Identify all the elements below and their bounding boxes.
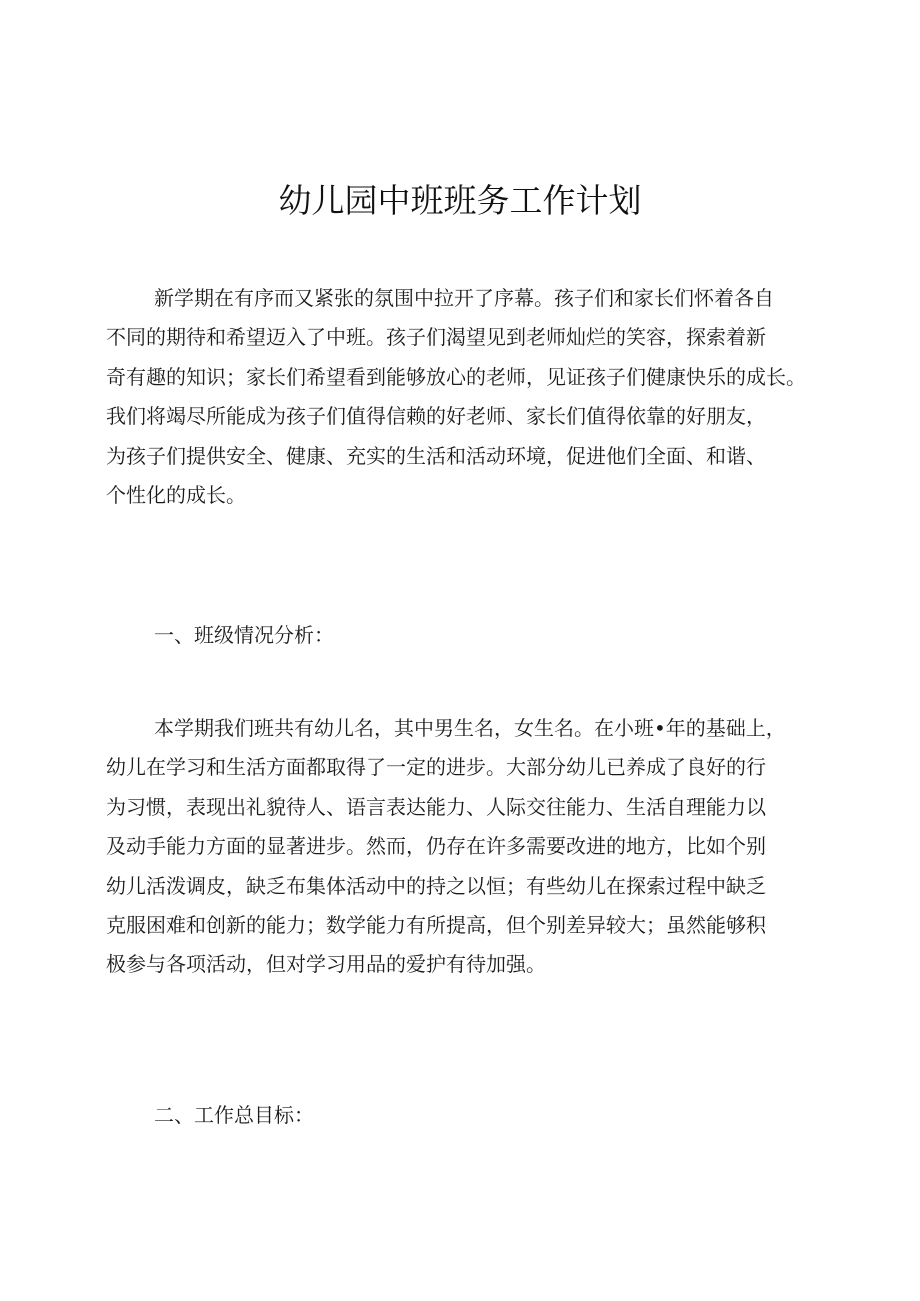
paragraph-line: 我们将竭尽所能成为孩子们值得信赖的好老师、家长们值得依靠的好朋友， <box>106 404 766 429</box>
paragraph-line: 及动手能力方面的显著进步。然而，仍存在许多需要改进的地方，比如个别 <box>106 834 766 859</box>
section-heading-class-analysis: 一、班级情况分析： <box>154 623 334 647</box>
paragraph-line: 个性化的成长。 <box>106 482 246 507</box>
paragraph-line: 克服困难和创新的能力；数学能力有所提高，但个别差异较大；虽然能够积 <box>106 912 766 937</box>
class-analysis-paragraph <box>106 709 836 985</box>
paragraph-line: 不同的期待和希望迈入了中班。孩子们渴望见到老师灿烂的笑容，探索着新 <box>106 325 766 350</box>
section-heading-overall-goals: 二、工作总目标： <box>154 1103 314 1127</box>
intro-paragraph <box>106 279 836 515</box>
paragraph-line: 幼儿在学习和生活方面都取得了一定的进步。大部分幼儿已养成了良好的行 <box>106 755 766 780</box>
paragraph-line: 幼儿活泼调皮，缺乏布集体活动中的持之以恒；有些幼儿在探索过程中缺乏 <box>106 873 766 898</box>
paragraph-line: 极参与各项活动，但对学习用品的爱护有待加强。 <box>106 952 546 977</box>
paragraph-line: 为习惯，表现出礼貌待人、语言表达能力、人际交往能力、生活自理能力以 <box>106 794 766 819</box>
document-title: 幼儿园中班班务工作计划 <box>278 181 642 220</box>
paragraph-line: 本学期我们班共有幼儿名，其中男生名，女生名。在小班•年的基础上， <box>154 716 786 740</box>
paragraph-line: 新学期在有序而又紧张的氛围中拉开了序幕。孩子们和家长们怀着各自 <box>154 286 774 310</box>
paragraph-line: 为孩子们提供安全、健康、充实的生活和活动环境，促进他们全面、和谐、 <box>106 443 766 468</box>
paragraph-line: 奇有趣的知识；家长们希望看到能够放心的老师，见证孩子们健康快乐的成长。 <box>106 364 806 389</box>
